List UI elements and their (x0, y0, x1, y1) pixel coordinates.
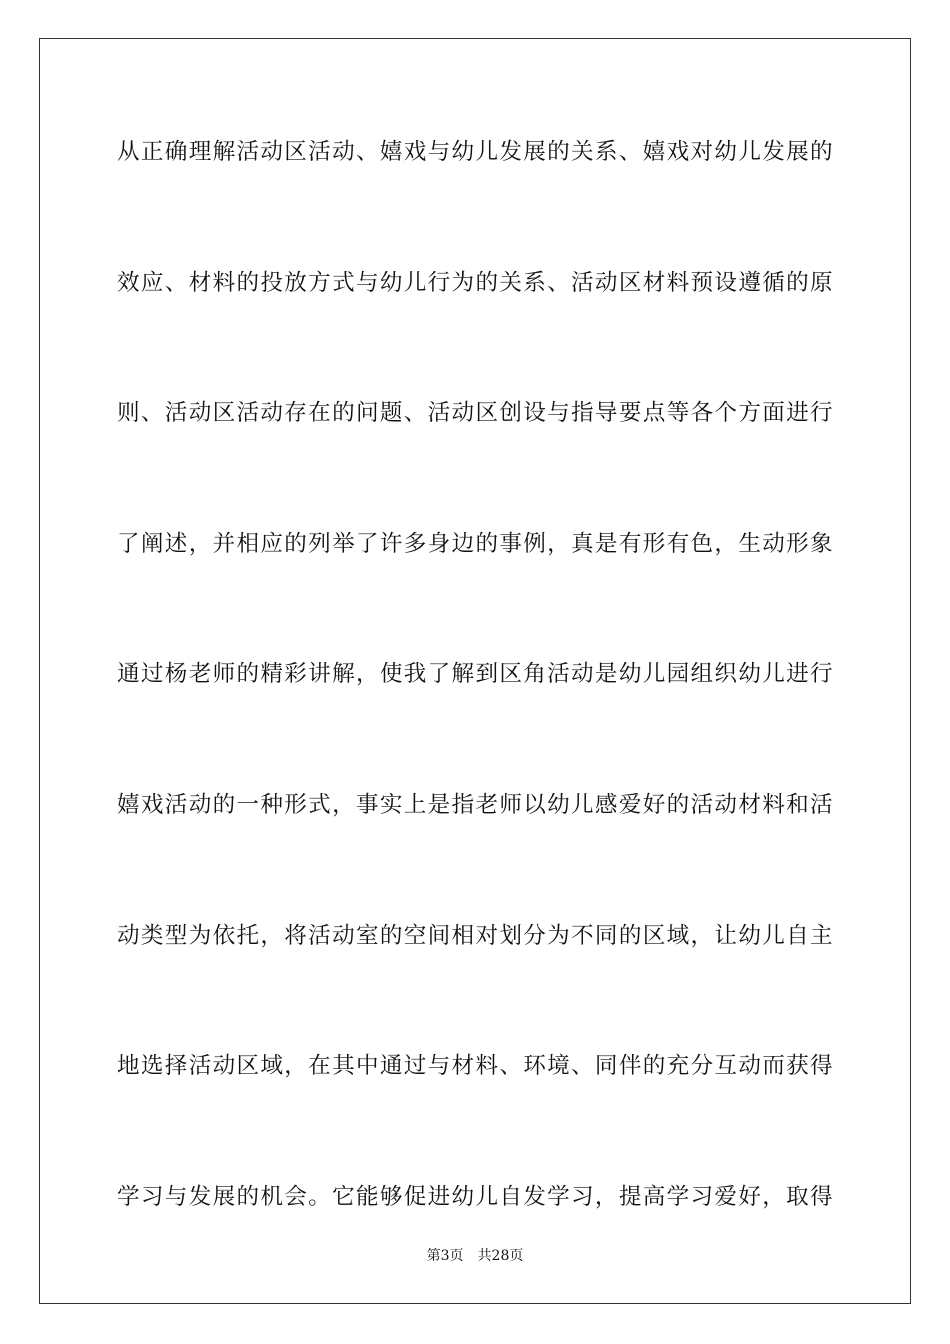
current-page-number: 第3页 (426, 1248, 464, 1264)
page-footer (0, 1246, 950, 1266)
paragraph-line: 则、活动区活动存在的问题、活动区创设与指导要点等各个方面进行 (117, 400, 833, 427)
paragraph-line: 通过杨老师的精彩讲解，使我了解到区角活动是幼儿园组织幼儿进行 (117, 661, 833, 688)
total-pages: 共28页 (477, 1248, 524, 1264)
paragraph-line: 地选择活动区域，在其中通过与材料、环境、同伴的充分互动而获得 (117, 1053, 833, 1080)
paragraph-line: 学习与发展的机会。它能够促进幼儿自发学习，提高学习爱好，取得 (117, 1183, 833, 1210)
paragraph-line: 从正确理解活动区活动、嬉戏与幼儿发展的关系、嬉戏对幼儿发展的 (117, 139, 833, 165)
paragraph-line: 动类型为依托，将活动室的空间相对划分为不同的区域，让幼儿自主 (117, 922, 833, 949)
paragraph-line: 效应、材料的投放方式与幼儿行为的关系、活动区材料预设遵循的原 (117, 269, 833, 296)
document-body (117, 128, 833, 1303)
paragraph-line: 了阐述，并相应的列举了许多身边的事例，真是有形有色，生动形象 (117, 530, 833, 557)
paragraph-line: 嬉戏活动的一种形式，事实上是指老师以幼儿感爱好的活动材料和活 (117, 791, 833, 818)
